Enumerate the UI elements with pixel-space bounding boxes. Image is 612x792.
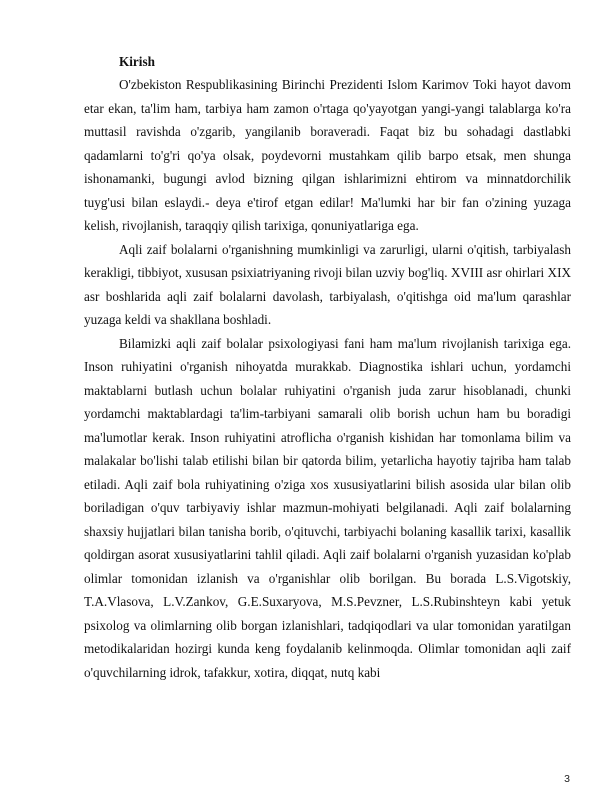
paragraph-3: Bilamizki aqli zaif bolalar psixologiyasi fani ham ma'lum rivojlanish tarixiga ega. Inson ruhiyatini o'rganish nihoyatda murakkab. Diagnostika ishlari uchun, yordamchi maktablarni butlash uchun bolalar ruhiyatini o'rganish juda zarur hisoblanadi, chunki yordamchi maktablardagi ta'lim-tarbiyani samarali olib borish uchun ham bu boradigi ma'lumotlar kerak. Inson ruhiyatini atroflicha o'rganish kishidan har tomonlama bilim va malakalar bo'lishi talab etilishi bilan bir qatorda bilim, yetarlicha hayotiy tajriba ham talab etiladi. Aqli zaif bola ruhiyatining o'ziga xos xususiyatlarini bilish asosida ular bilan olib boriladigan o'quv tarbiyaviy ishlar mazmun-mohiyati belgilanadi. Aqli zaif bolalarning shaxsiy hujjatlari bilan tanisha borib, o'qituvchi, tarbiyachi bolaning kasallik tarixi, kasallik qoldirgan asorat xususiyatlarini tahlil qiladi. Aqli zaif bolalarni o'rganish yuzasidan ko'plab olimlar tomonidan izlanish va o'rganishlar olib borilgan. Bu borada L.S.Vigotskiy, T.A.Vlasova, L.V.Zankov, G.E.Suxaryova, M.S.Pevzner, L.S.Rubinshteyn kabi yetuk psixolog va olimlarning olib borgan izlanishlari, tadqiqodlari va ular tomonidan yaratilgan metodikalaridan hozirgi kunda keng foydalanib kelinmoqda. Olimlar tomonidan aqli zaif o'quvchilarning idrok, tafakkur, xotira, diqqat, nutq kabi — [84, 335, 571, 680]
page-number: 3 — [564, 773, 570, 785]
paragraph-1: O'zbekiston Respublikasining Birinchi Prezidenti Islom Karimov Toki hayot davom etar ekan, ta'lim ham, tarbiya ham zamon o'rtaga qo'yayotgan yangi-yangi talablarga ko'ra muttasil ravishda o'zgarib, yangilanib boraveradi. Faqat biz bu sohadagi dastlabki qadamlarni to'g'ri qo'ya olsak, poydevorni mustahkam qilib barpo etsak, men shunga ishonamanki, bugungi avlod bizning qilgan ishlarimizni ehtirom va minnatdorchilik tuyg'usi bilan eslaydi.- deya e'tirof etgan edilar! Ma'lumki har bir fan o'zining yuzaga kelish, rivojlanish, taraqqiy qilish tarixiga, qonuniyatlariga ega. — [84, 77, 571, 234]
paragraph-2: Aqli zaif bolalarni o'rganishning mumkinligi va zarurligi, ularni o'qitish, tarbiyalash kerakligi, tibbiyot, xususan psixiatriyaning rivoji bilan uzviy bog'liq. XVIII asr ohirlari XIX asr boshlarida aqli zaif bolalarni davolash, tarbiyalash, o'qitishga oid ma'lum qarashlar yuzaga keldi va shakllana boshladi. — [84, 241, 571, 328]
section-heading: Kirish — [119, 54, 155, 69]
document-page — [84, 50, 571, 684]
